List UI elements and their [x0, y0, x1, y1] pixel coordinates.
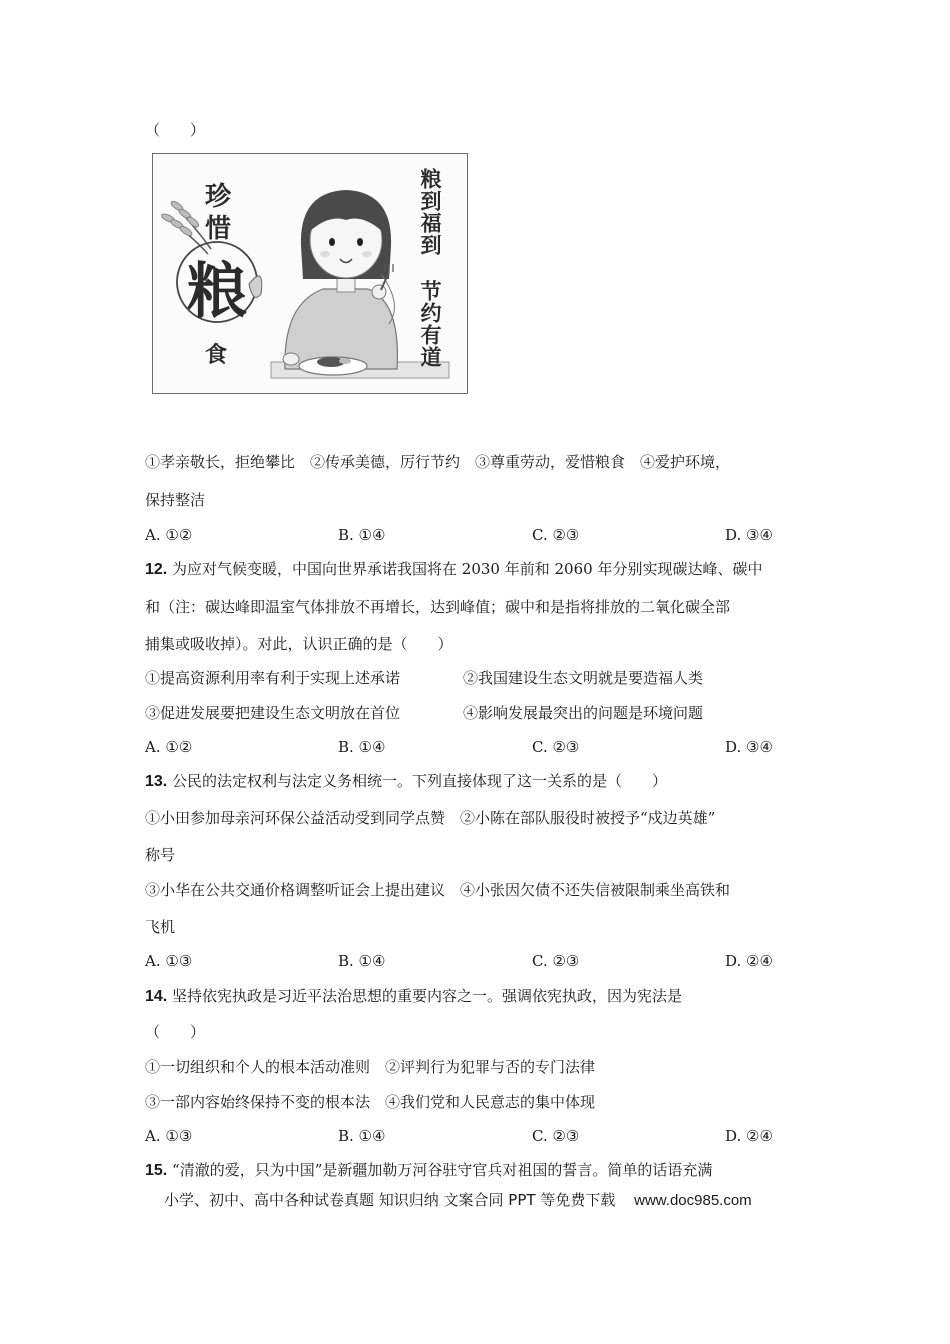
- q14-line1: ①一切组织和个人的根本活动准则 ②评判行为犯罪与否的专门法律: [145, 1058, 596, 1076]
- q14-line2: ③一部内容始终保持不变的根本法 ④我们党和人民意志的集中体现: [145, 1093, 596, 1111]
- q15-stem-line1: [145, 1160, 712, 1181]
- q11-option-a[interactable]: A. ①②: [145, 526, 193, 544]
- q14-option-b[interactable]: B. ①④: [338, 1127, 386, 1145]
- q12-option-a[interactable]: A. ①②: [145, 738, 193, 756]
- q15-stem-text1: “清澈的爱，只为中国”是新疆加勒万河谷驻守官兵对祖国的誓言。简单的话语充满: [172, 1161, 713, 1179]
- q13-option-a[interactable]: A. ①③: [145, 952, 193, 970]
- q13-option-c[interactable]: C. ②③: [532, 952, 580, 970]
- q13-number: 13.: [145, 773, 168, 790]
- q15-number: 15.: [145, 1162, 168, 1179]
- q12-stem-line1: [145, 559, 762, 580]
- q13-line2: 称号: [145, 846, 176, 864]
- q14-stem-text1: 坚持依宪执政是习近平法治思想的重要内容之一。强调依宪执政，因为宪法是: [172, 987, 683, 1005]
- page-footer: [164, 1190, 752, 1211]
- q14-option-c[interactable]: C. ②③: [532, 1127, 580, 1145]
- q12-stem-line2: 和（注：碳达峰即温室气体排放不再增长，达到峰值；碳中和是指将排放的二氧化碳全部: [145, 598, 731, 616]
- q12-statement-1: ①提高资源利用率有利于实现上述承诺: [145, 669, 401, 687]
- q11-statements-line1: ①孝亲敬长，拒绝攀比 ②传承美德，厉行节约 ③尊重劳动，爱惜粮食 ④爱护环境，: [145, 453, 731, 471]
- q11-stem-tail: （ ）: [145, 121, 206, 139]
- q13-option-d[interactable]: D. ②④: [725, 952, 773, 970]
- poster-char-zhen: 珍: [205, 182, 232, 212]
- footer-text: 小学、初中、高中各种试卷真题 知识归纳 文案合同 PPT 等免费下载: [164, 1191, 616, 1209]
- q14-option-d[interactable]: D. ②④: [725, 1127, 773, 1145]
- q12-option-d[interactable]: D. ③④: [725, 738, 773, 756]
- q12-statement-2: ②我国建设生态文明就是要造福人类: [463, 669, 704, 687]
- poster-char-xi: 惜: [205, 214, 232, 244]
- q14-stem-line2: （ ）: [145, 1023, 206, 1041]
- q11-option-c[interactable]: C. ②③: [532, 526, 580, 544]
- q13-stem: [145, 771, 667, 792]
- q14-stem-line1: [145, 986, 682, 1007]
- q13-line1: ①小田参加母亲河环保公益活动受到同学点赞 ②小陈在部队服役时被授予“戍边英雄”: [145, 809, 716, 827]
- poster-char-shi: 食: [205, 343, 228, 368]
- q13-option-b[interactable]: B. ①④: [338, 952, 386, 970]
- q12-stem-line3: 捕集或吸收掉）。对此，认识正确的是（ ）: [145, 635, 453, 653]
- q13-stem-text: 公民的法定权利与法定义务相统一。下列直接体现了这一关系的是（ ）: [172, 772, 668, 790]
- q11-option-d[interactable]: D. ③④: [725, 526, 773, 544]
- q12-stem-text1: 为应对气候变暖，中国向世界承诺我国将在 2030 年前和 2060 年分别实现碳达峰、碳中: [172, 560, 763, 578]
- q11-statements-line2: 保持整洁: [145, 491, 206, 509]
- footer-url-link[interactable]: www.doc985.com: [634, 1192, 752, 1209]
- q12-number: 12.: [145, 561, 168, 578]
- poster-slogan-1: 粮到福到: [418, 168, 442, 256]
- q11-option-b[interactable]: B. ①④: [338, 526, 386, 544]
- q12-option-b[interactable]: B. ①④: [338, 738, 386, 756]
- poster-char-liang: 粮: [187, 257, 247, 327]
- q12-statement-3: ③促进发展要把建设生态文明放在首位: [145, 704, 401, 722]
- q14-option-a[interactable]: A. ①③: [145, 1127, 193, 1145]
- q14-number: 14.: [145, 988, 168, 1005]
- q13-line3: ③小华在公共交通价格调整听证会上提出建议 ④小张因欠债不还失信被限制乘坐高铁和: [145, 881, 731, 899]
- q12-option-c[interactable]: C. ②③: [532, 738, 580, 756]
- q12-statement-4: ④影响发展最突出的问题是环境问题: [463, 704, 704, 722]
- poster-slogan-2: 节约有道: [418, 280, 442, 368]
- poster-image: [152, 153, 468, 394]
- q13-line4: 飞机: [145, 918, 176, 936]
